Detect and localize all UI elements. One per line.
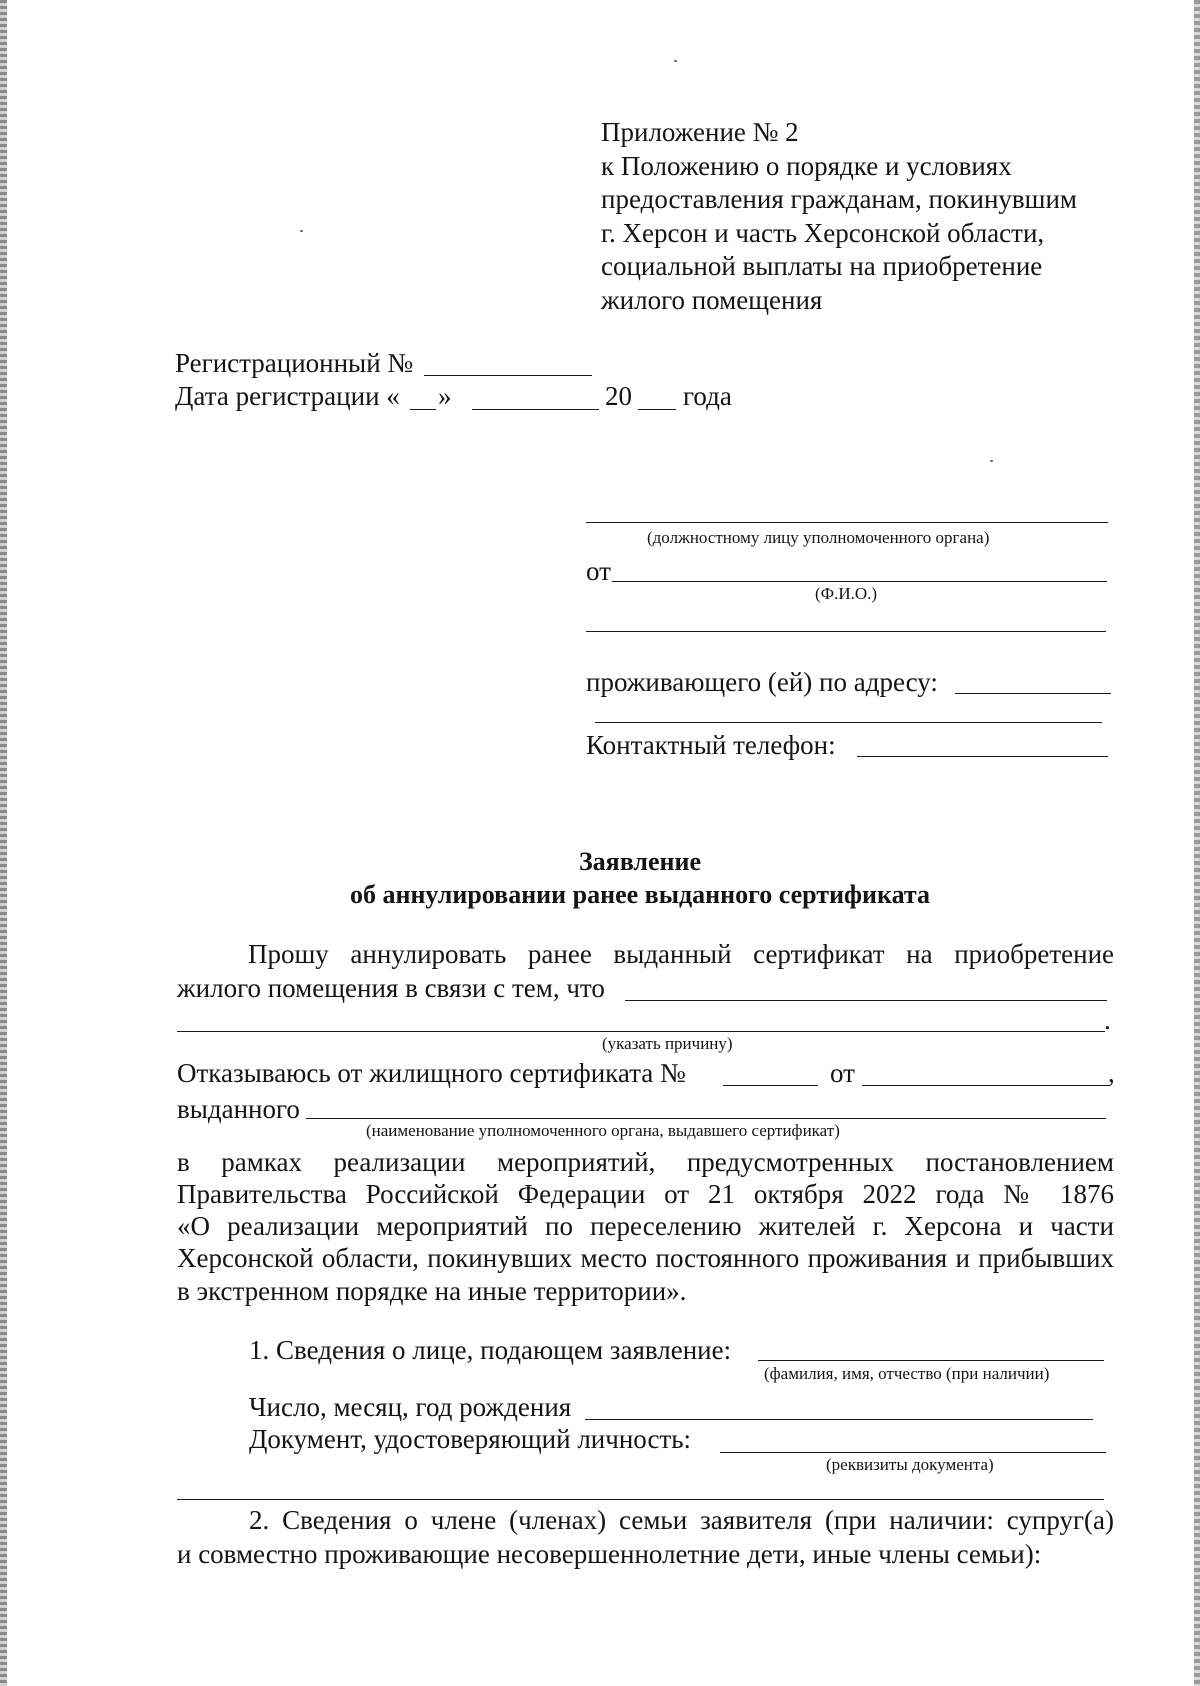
id-document-caption: (реквизиты документа) <box>826 1455 994 1474</box>
issuer-field[interactable] <box>306 1118 1106 1119</box>
address-field-2[interactable] <box>595 722 1102 723</box>
applicant-fio-field-2[interactable] <box>586 631 1106 632</box>
registration-date-label: Дата регистрации « <box>175 381 400 411</box>
from-label: от <box>586 556 611 586</box>
paragraph-last-line: в экстренном порядке на иные территории». <box>177 1276 687 1306</box>
id-document-field[interactable] <box>720 1452 1106 1453</box>
section2-line-1: 2. Сведения о члене (членах) семьи заявителя (при наличии: супруг(а) <box>249 1505 1114 1535</box>
fio-caption: (Ф.И.О.) <box>815 584 878 603</box>
paragraph-line: Херсонской области, покинувших место постоянного проживания и прибывших <box>177 1243 1114 1273</box>
applicant-fio-field[interactable] <box>612 581 1107 582</box>
appendix-line: г. Херсон и часть Херсонской области, <box>601 217 1045 248</box>
request-line-2: жилого помещения в связи с тем, что <box>177 973 605 1003</box>
paragraph-line: в рамках реализации мероприятий, предусмотренных постановлением <box>177 1147 1114 1177</box>
refuse-from: от <box>830 1058 855 1088</box>
registration-century: 20 <box>605 381 632 411</box>
appendix-header <box>601 116 1121 317</box>
issuer-caption: (наименование уполномоченного органа, выдавшего сертификат) <box>366 1121 840 1140</box>
id-document-label: Документ, удостоверяющий личность: <box>249 1424 692 1454</box>
birth-date-field[interactable] <box>585 1419 1093 1420</box>
address-field[interactable] <box>955 693 1111 694</box>
phone-field[interactable] <box>857 756 1108 757</box>
id-document-field-2[interactable] <box>177 1499 1104 1500</box>
refuse-label: Отказываюсь от жилищного сертификата № <box>177 1058 686 1088</box>
registration-month-field[interactable] <box>472 409 599 410</box>
document-subtitle: об аннулировании ранее выданного сертификата <box>349 880 931 909</box>
appendix-line: Приложение № 2 <box>601 117 799 147</box>
paragraph-line: «О реализации мероприятий по переселению жителей г. Херсона и части <box>177 1211 1114 1241</box>
scan-speck <box>990 460 993 462</box>
document-title: Заявление <box>578 847 702 876</box>
appendix-line: к Положению о порядке и условиях <box>601 150 1012 181</box>
registration-year-field[interactable] <box>638 409 676 410</box>
registration-year-word: года <box>683 381 732 411</box>
issued-label: выданного <box>177 1094 300 1124</box>
reason-field-2[interactable] <box>177 1031 1105 1032</box>
official-caption: (должностному лицу уполномоченного органа) <box>647 528 990 547</box>
scan-speck <box>300 230 303 232</box>
residing-label: проживающего (ей) по адресу: <box>586 667 938 697</box>
paragraph-line: Правительства Российской Федерации от 21 октября 2022 года № 1876 <box>177 1179 1114 1209</box>
applicant-name-field[interactable] <box>758 1360 1104 1361</box>
scan-edge-right <box>1194 0 1200 1686</box>
refuse-comma: , <box>1108 1058 1115 1088</box>
scan-speck <box>674 60 677 62</box>
certificate-number-field[interactable] <box>723 1085 818 1086</box>
section2-line-2: и совместно проживающие несовершеннолетние дети, иные члены семьи): <box>177 1539 1042 1569</box>
name-caption: (фамилия, имя, отчество (при наличии) <box>764 1364 1050 1383</box>
official-name-field[interactable] <box>586 522 1108 523</box>
appendix-line: жилого помещения <box>601 284 823 315</box>
birth-label: Число, месяц, год рождения <box>249 1392 572 1422</box>
registration-date-quote: » <box>438 381 452 411</box>
appendix-line: предоставления гражданам, покинувшим <box>601 184 1077 214</box>
certificate-date-field[interactable] <box>862 1085 1109 1086</box>
section1-label: 1. Сведения о лице, подающем заявление: <box>249 1335 732 1365</box>
registration-number-label: Регистрационный № <box>175 348 414 378</box>
registration-day-field[interactable] <box>410 409 436 410</box>
appendix-line: социальной выплаты на приобретение <box>601 251 1043 281</box>
phone-label: Контактный телефон: <box>586 730 836 760</box>
reason-caption: (указать причину) <box>602 1034 733 1053</box>
reason-period: . <box>1104 1005 1111 1035</box>
request-line-1: Прошу аннулировать ранее выданный сертификат на приобретение <box>248 939 1114 969</box>
reason-field[interactable] <box>625 1000 1107 1001</box>
registration-number-field[interactable] <box>424 375 592 376</box>
scan-edge-left <box>0 0 7 1686</box>
